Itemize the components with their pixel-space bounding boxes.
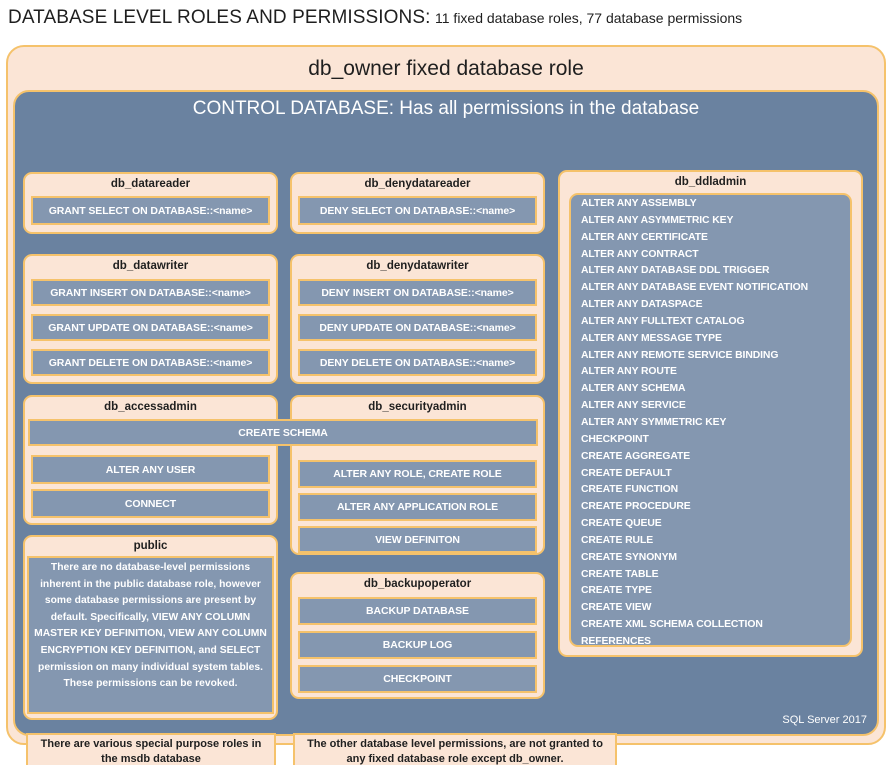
ddladmin-permission-list [569, 193, 852, 647]
note-msdb-roles: There are various special purpose roles in the msdb database [26, 733, 276, 765]
permission-item: ALTER ANY APPLICATION ROLE [298, 493, 537, 521]
title-main: DATABASE LEVEL ROLES AND PERMISSIONS: [8, 7, 431, 28]
ddladmin-permission-item: ALTER ANY SYMMETRIC KEY [581, 416, 727, 428]
version-label: SQL Server 2017 [782, 714, 867, 726]
public-description: There are no database-level permissions inherent in the public database role, however some database permissions are present by default. Specifically, VIEW ANY COLUMN MASTER KEY DEFINITION, VIEW ANY COLUMN ENCRYPTION KEY DEFINITION, and SELECT permission on many individual system tables. These permissions can be revoked. [27, 556, 274, 714]
role-db-backupoperator [290, 572, 545, 699]
role-db-datawriter [23, 254, 278, 384]
ddladmin-permission-item: CREATE SYNONYM [581, 551, 677, 563]
ddladmin-permission-item: ALTER ANY ROUTE [581, 366, 677, 378]
permission-item: CHECKPOINT [298, 665, 537, 693]
role-title: db_datareader [110, 178, 191, 190]
role-db-denydatawriter [290, 254, 545, 384]
role-public [23, 535, 278, 720]
ddladmin-permission-item: ALTER ANY DATABASE DDL TRIGGER [581, 265, 770, 277]
ddladmin-permission-item: ALTER ANY ASSEMBLY [581, 198, 697, 209]
permission-item: DENY SELECT ON DATABASE::<name> [298, 196, 537, 225]
permission-item: DENY DELETE ON DATABASE::<name> [298, 349, 537, 376]
ddladmin-permission-item: ALTER ANY CONTRACT [581, 248, 699, 260]
ddladmin-permission-item: CHECKPOINT [581, 433, 649, 445]
ddladmin-permission-item: ALTER ANY CERTIFICATE [581, 231, 708, 243]
permission-item: GRANT DELETE ON DATABASE::<name> [31, 349, 270, 376]
ddladmin-permission-item: ALTER ANY MESSAGE TYPE [581, 332, 722, 344]
role-db-datareader [23, 172, 278, 234]
title-subtitle: 11 fixed database roles, 77 database permissions [435, 10, 743, 26]
ddladmin-permission-item: CREATE FUNCTION [581, 484, 679, 496]
ddladmin-permission-item: CREATE TYPE [581, 585, 652, 597]
permission-item: ALTER ANY ROLE, CREATE ROLE [298, 460, 537, 488]
ddladmin-permission-item: ALTER ANY FULLTEXT CATALOG [581, 315, 745, 327]
permission-item: GRANT INSERT ON DATABASE::<name> [31, 279, 270, 306]
role-title: public [133, 540, 168, 552]
ddladmin-permission-item: CREATE PROCEDURE [581, 501, 691, 513]
role-title: db_ddladmin [674, 176, 747, 188]
ddladmin-permission-item: ALTER ANY ASYMMETRIC KEY [581, 214, 734, 226]
db-owner-role-box [6, 45, 886, 765]
permission-item: GRANT SELECT ON DATABASE::<name> [31, 196, 270, 225]
ddladmin-permission-item: CREATE AGGREGATE [581, 450, 691, 462]
permission-item: GRANT UPDATE ON DATABASE::<name> [31, 314, 270, 341]
shared-permission-create-schema: CREATE SCHEMA [28, 419, 538, 446]
role-db-denydatareader [290, 172, 545, 234]
ddladmin-permission-item: CREATE VIEW [581, 602, 652, 614]
role-title: db_backupoperator [363, 578, 472, 590]
ddladmin-permission-item: REFERENCES [581, 635, 652, 647]
role-title: db_accessadmin [104, 401, 197, 413]
ddladmin-permission-item: CREATE RULE [581, 534, 654, 546]
role-title: db_denydatawriter [366, 260, 469, 272]
role-db-accessadmin [23, 395, 278, 525]
ddladmin-permission-item: CREATE TABLE [581, 568, 659, 580]
role-title: db_denydatareader [364, 178, 471, 190]
permission-item: DENY INSERT ON DATABASE::<name> [298, 279, 537, 306]
ddladmin-permission-item: ALTER ANY DATASPACE [581, 299, 703, 311]
role-title: db_datawriter [112, 260, 189, 272]
role-db-ddladmin [558, 170, 863, 657]
permission-item: DENY UPDATE ON DATABASE::<name> [298, 314, 537, 341]
permission-item: ALTER ANY USER [31, 455, 270, 484]
ddladmin-permission-item: ALTER ANY DATABASE EVENT NOTIFICATION [581, 282, 809, 294]
db-owner-title: db_owner fixed database role [308, 57, 584, 80]
control-database-title: CONTROL DATABASE: Has all permissions in the database [192, 98, 700, 119]
permission-item: CONNECT [31, 489, 270, 518]
ddladmin-permission-item: ALTER ANY REMOTE SERVICE BINDING [581, 349, 779, 361]
ddladmin-permission-item: CREATE QUEUE [581, 518, 662, 530]
ddladmin-permission-item: CREATE DEFAULT [581, 467, 672, 479]
permission-item: VIEW DEFINITON [298, 526, 537, 553]
role-title: db_securityadmin [368, 401, 467, 413]
ddladmin-permission-item: CREATE XML SCHEMA COLLECTION [581, 619, 763, 631]
permission-item: BACKUP LOG [298, 631, 537, 659]
page-title [8, 7, 742, 29]
control-database-box [13, 90, 879, 765]
ddladmin-permission-item: ALTER ANY SCHEMA [581, 383, 686, 395]
permission-item: BACKUP DATABASE [298, 597, 537, 625]
note-other-permissions: The other database level permissions, are not granted to any fixed database role except db_owner. [293, 733, 617, 765]
ddladmin-permission-item: ALTER ANY SERVICE [581, 400, 686, 412]
